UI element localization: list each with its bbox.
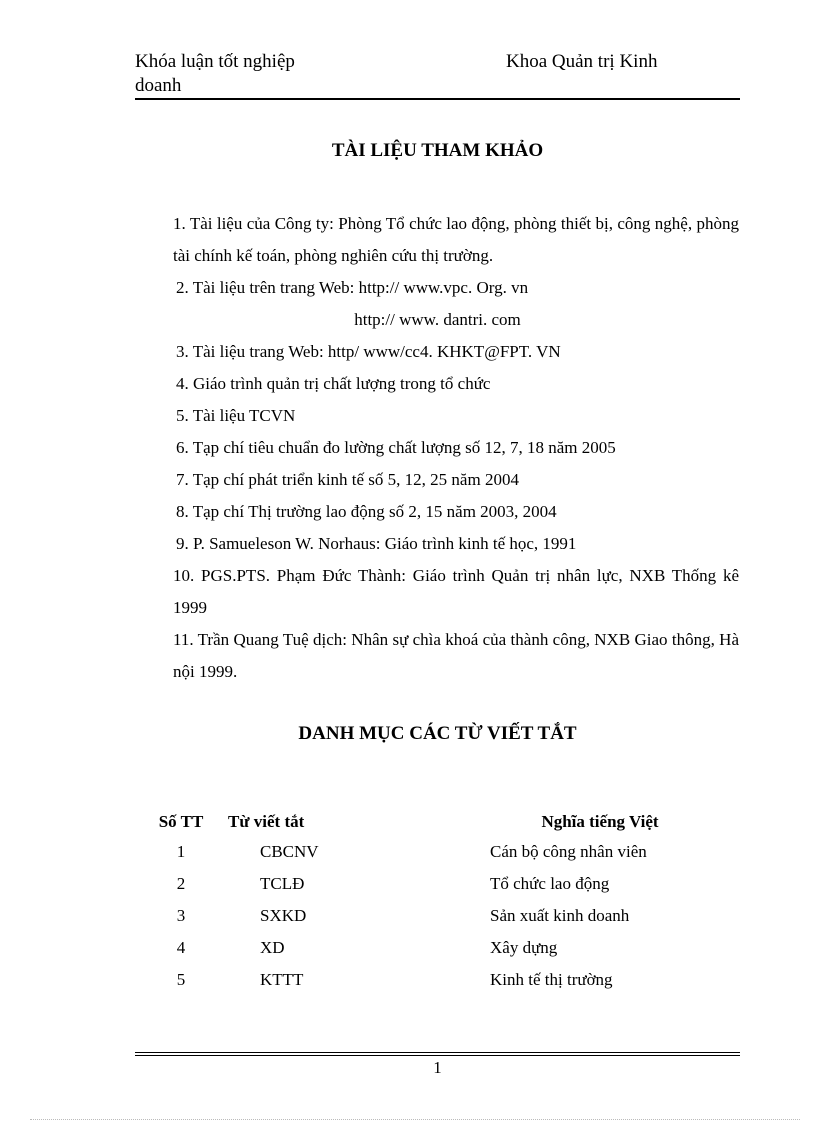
- references-title: TÀI LIỆU THAM KHẢO: [331, 140, 544, 161]
- cell-abbr: KTTT: [260, 970, 304, 989]
- header-meaning: Nghĩa tiếng Việt: [541, 812, 659, 831]
- header-left-text: Khóa luận tốt nghiệp doanh: [135, 51, 295, 96]
- header-divider: [135, 98, 740, 100]
- references-list: [173, 208, 739, 688]
- cell-stt: 5: [176, 970, 186, 989]
- cell-meaning: Xây dựng: [490, 938, 558, 957]
- abbreviations-title: DANH MỤC CÁC TỪ VIẾT TẮT: [298, 723, 577, 744]
- cell-meaning: Tổ chức lao động: [490, 874, 610, 893]
- table-row: [150, 836, 710, 868]
- cell-meaning: Kinh tế thị trường: [490, 970, 613, 989]
- reference-item: 3. Tài liệu trang Web: http/ www/cc4. KHKT@FPT. VN: [176, 342, 561, 361]
- table-header-row: [150, 808, 710, 836]
- reference-item: 4. Giáo trình quản trị chất lượng trong tổ chức: [176, 374, 491, 393]
- cell-abbr: CBCNV: [260, 842, 319, 861]
- table-row: [150, 932, 710, 964]
- reference-item-continuation: http:// www. dantri. com: [354, 310, 521, 329]
- reference-item: 9. P. Samueleson W. Norhaus: Giáo trình kinh tế học, 1991: [176, 534, 577, 553]
- page-edge-dotted-line: [30, 1119, 800, 1120]
- reference-item: 2. Tài liệu trên trang Web: http:// www.vpc. Org. vn: [176, 278, 529, 297]
- cell-abbr: SXKD: [260, 906, 307, 925]
- reference-item: 5. Tài liệu TCVN: [176, 406, 296, 425]
- cell-stt: 3: [176, 906, 186, 925]
- cell-abbr: TCLĐ: [260, 874, 305, 893]
- footer-divider-bottom: [135, 1055, 740, 1056]
- reference-item: 1. Tài liệu của Công ty: Phòng Tổ chức lao động, phòng thiết bị, công nghệ, phòng tài chính kế toán, phòng nghiên cứu thị trường.: [173, 214, 739, 265]
- abbreviations-table: [150, 808, 710, 996]
- table-row: [150, 900, 710, 932]
- header-stt: Số TT: [158, 812, 204, 831]
- cell-meaning: Sản xuất kinh doanh: [490, 906, 630, 925]
- reference-item: 6. Tạp chí tiêu chuẩn đo lường chất lượng số 12, 7, 18 năm 2005: [176, 438, 616, 457]
- footer-divider-top: [135, 1052, 740, 1053]
- reference-item: 10. PGS.PTS. Phạm Đức Thành: Giáo trình Quản trị nhân lực, NXB Thống kê 1999: [173, 566, 739, 617]
- page-number: 1: [433, 1058, 442, 1077]
- cell-meaning: Cán bộ công nhân viên: [490, 842, 647, 861]
- reference-item: 7. Tạp chí phát triển kinh tế số 5, 12, 25 năm 2004: [176, 470, 519, 489]
- reference-item: 11. Trần Quang Tuệ dịch: Nhân sự chìa khoá của thành công, NXB Giao thông, Hà nội 1999.: [173, 630, 739, 681]
- table-row: [150, 868, 710, 900]
- cell-abbr: XD: [260, 938, 285, 957]
- reference-item: 8. Tạp chí Thị trường lao động số 2, 15 năm 2003, 2004: [176, 502, 557, 521]
- table-row: [150, 964, 710, 996]
- cell-stt: 4: [176, 938, 186, 957]
- header-right-text: Khoa Quản trị Kinh: [506, 51, 658, 72]
- header-abbr: Từ viết tắt: [228, 812, 305, 831]
- cell-stt: 1: [176, 842, 186, 861]
- cell-stt: 2: [176, 874, 186, 893]
